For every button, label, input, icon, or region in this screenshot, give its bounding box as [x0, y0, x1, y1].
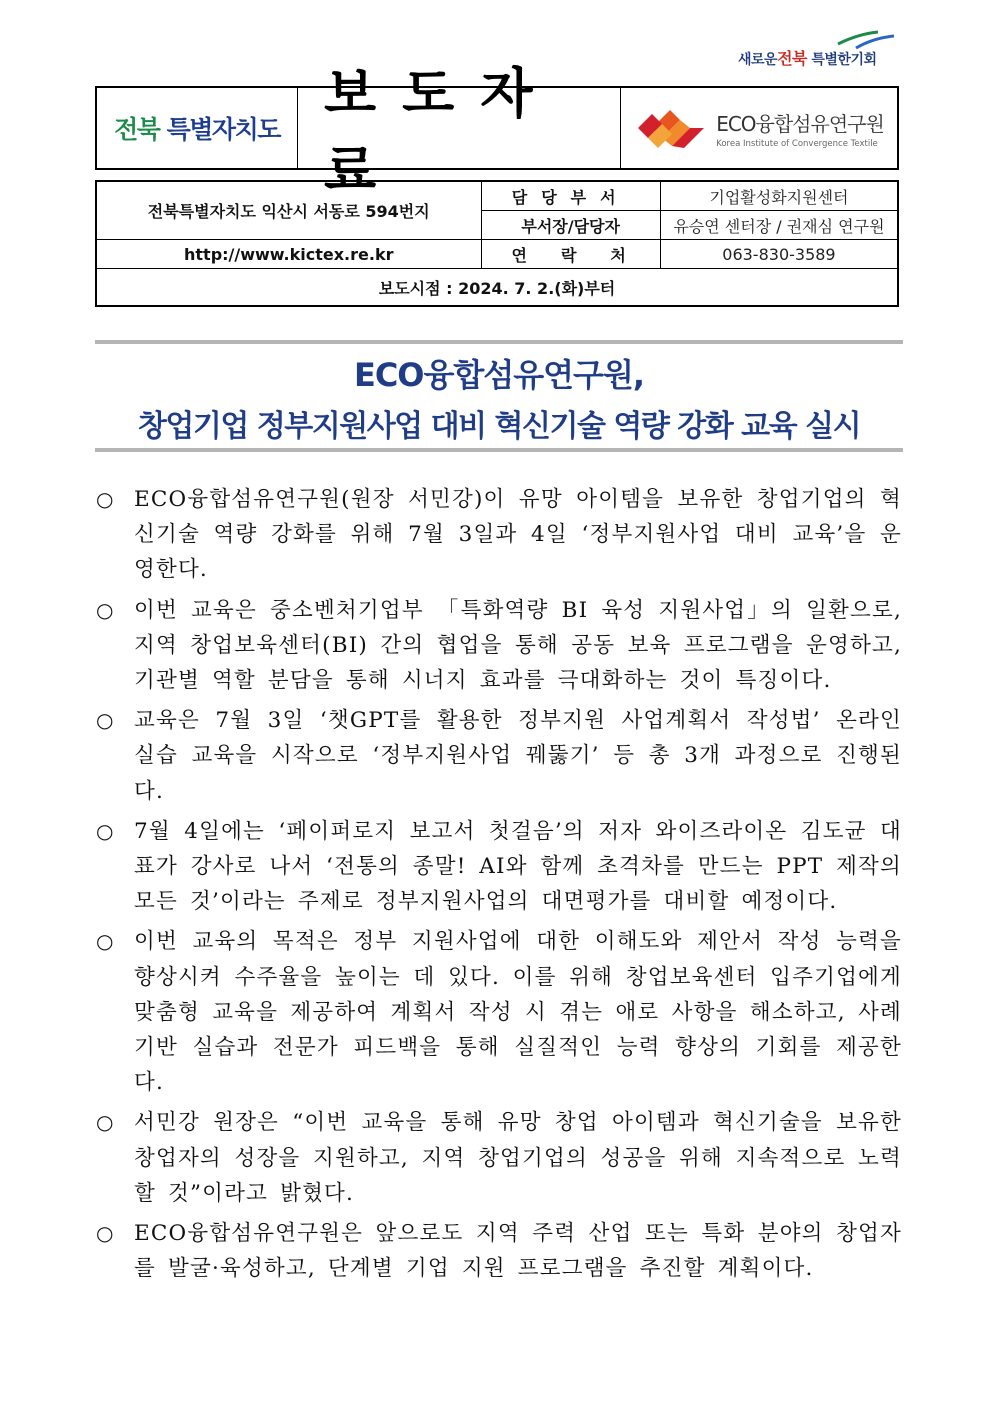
region-logo-part2: 특별자치도 [166, 115, 280, 144]
contact-table [95, 180, 899, 307]
slogan-region: 전북 [777, 49, 807, 68]
press-title: 보도자료 [324, 62, 559, 202]
website-link[interactable]: http://www.kictex.re.kr [96, 240, 481, 269]
paragraph: ○ 이번 교육의 목적은 정부 지원사업에 대한 이해도와 제안서 작성 능력을 향상시켜 수주율을 높이는 데 있다. 이를 위해 창업보육센터 입주기업에게 맞춤형 교육을 제공하여 계획서 작성 시 겪는 애로 사항을 해소하고, 사례 기반 실습과 전문가 피드백을 통해 실질적인 능력 향상의 기회를 제공한다. [96, 924, 902, 1100]
org-name-ko: ECO융합섬유연구원 [716, 111, 884, 136]
org-logo [634, 104, 884, 152]
bullet-icon: ○ [96, 929, 115, 954]
paragraph: ○ ECO융합섬유연구원(원장 서민강)이 유망 아이템을 보유한 창업기업의 혁신기술 역량 강화를 위해 7월 3일과 4일 ‘정부지원사업 대비 교육’을 운영한다. [96, 482, 902, 588]
region-logo-cell [97, 88, 298, 168]
release-date: 보도시점 : 2024. 7. 2.(화)부터 [96, 269, 898, 307]
org-name-en: Korea Institute of Convergence Textile [716, 138, 878, 149]
region-logo [114, 110, 280, 146]
paragraph: ○ ECO융합섬유연구원은 앞으로도 지역 주력 산업 또는 특화 분야의 창업자를 발굴·육성하고, 단계별 기업 지원 프로그램을 추진할 계획이다. [96, 1216, 902, 1286]
bullet-icon: ○ [96, 487, 115, 511]
dept-value: 기업활성화지원센터 [660, 181, 898, 211]
paragraph: ○ 서민강 원장은 “이번 교육을 통해 유망 창업 아이템과 혁신기술을 보유한 창업자의 성장을 지원하고, 지역 창업기업의 성공을 위해 지속적으로 노력할 것”이라고 밝혔다. [96, 1105, 902, 1211]
dept-label: 담당부서 [481, 181, 660, 211]
bullet-icon: ○ [96, 818, 115, 843]
org-diamond-logo-icon [634, 104, 708, 152]
paragraph: ○ 교육은 7월 3일 ‘챗GPT를 활용한 정부지원 사업계획서 작성법’ 온라인 실습 교육을 시작으로 ‘정부지원사업 꿰뚫기’ 등 총 3개 과정으로 진행된다. [96, 703, 902, 809]
address: 전북특별자치도 익산시 서동로 594번지 [96, 181, 481, 240]
bullet-icon: ○ [96, 597, 115, 622]
headline-line2: 창업기업 정부지원사업 대비 혁신기술 역량 강화 교육 실시 [137, 409, 861, 444]
org-logo-cell [621, 88, 897, 168]
title-rule-bottom [95, 448, 903, 452]
paragraph: ○ 7월 4일에는 ‘페이퍼로지 보고서 첫걸음’의 저자 와이즈라이온 김도균 대표가 강사로 나서 ‘전통의 종말! AI와 함께 초격차를 만드는 PPT 제작의 모든 것’이라는 주제로 정부지원사업의 대면평가를 대비할 예정이다. [96, 814, 902, 920]
phone-label: 연락처 [481, 240, 660, 269]
region-logo-part1: 전북 [114, 115, 160, 144]
headline-line1: ECO융합섬유연구원, [353, 356, 645, 394]
bullet-icon: ○ [96, 1221, 115, 1246]
paragraph: ○ 이번 교육은 중소벤처기업부 「특화역량 BI 육성 지원사업」의 일환으로, 지역 창업보육센터(BI) 간의 협업을 통해 공동 보육 프로그램을 운영하고, 기관별 역할 분담을 통해 시너지 효과를 극대화하는 것이 특징이다. [96, 593, 902, 699]
bullet-icon: ○ [96, 708, 115, 733]
bullet-icon: ○ [96, 1110, 115, 1135]
title-rule-top [95, 340, 903, 344]
slogan-logo [738, 30, 898, 70]
slogan-suffix: 특별한기회 [811, 52, 877, 68]
phone-value: 063-830-3589 [660, 240, 898, 269]
manager-label: 부서장/담당자 [481, 211, 660, 240]
manager-value: 유승연 센터장 / 권재심 연구원 [660, 211, 898, 240]
slogan-prefix: 새로운 [738, 52, 778, 68]
article-body [96, 482, 902, 1291]
